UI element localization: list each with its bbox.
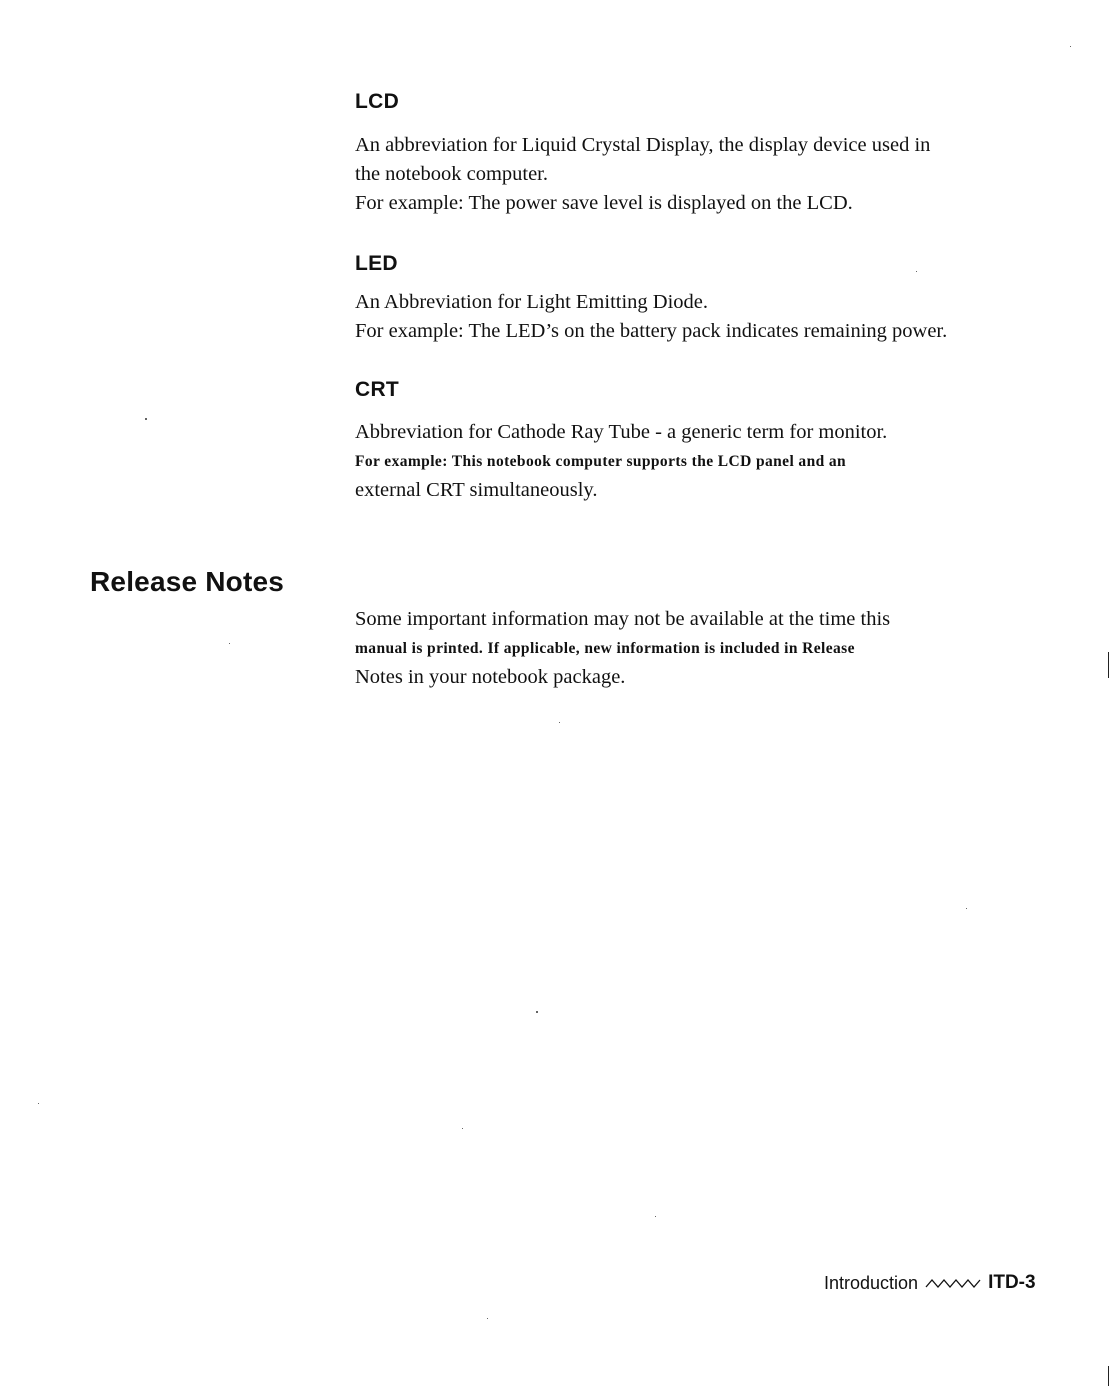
term-crt-definition — [355, 418, 1055, 505]
term-led-definition — [355, 288, 1055, 346]
definition-line: For example: This notebook computer supports the LCD panel and an — [355, 453, 847, 470]
term-lcd-definition — [355, 131, 1055, 218]
scan-edge-mark — [1108, 652, 1109, 678]
definition-line: the notebook computer. — [355, 163, 548, 185]
scan-speck — [145, 418, 147, 420]
zigzag-ornament-icon — [924, 1277, 982, 1289]
scan-speck — [536, 1011, 538, 1013]
definition-line: For example: The LED’s on the battery pack indicates remaining power. — [355, 320, 948, 342]
body-line: manual is printed. If applicable, new information is included in Release — [355, 640, 855, 657]
term-led-heading: LED — [355, 252, 398, 275]
term-lcd-heading: LCD — [355, 90, 400, 113]
footer-chapter: Introduction — [824, 1272, 919, 1293]
release-notes-heading: Release Notes — [90, 566, 285, 597]
definition-line: An Abbreviation for Light Emitting Diode. — [355, 291, 709, 313]
scan-speck — [462, 1128, 463, 1129]
scan-speck — [559, 722, 560, 723]
scan-speck — [916, 271, 917, 272]
body-line: Some important information may not be available at the time this — [355, 608, 891, 630]
scan-speck — [1070, 46, 1071, 47]
term-crt-heading: CRT — [355, 378, 400, 401]
page-footer — [824, 1272, 1036, 1294]
scan-speck — [966, 908, 967, 909]
definition-line: external CRT simultaneously. — [355, 479, 598, 501]
scan-speck — [487, 1318, 488, 1319]
body-line: Notes in your notebook package. — [355, 666, 626, 688]
scan-edge-mark — [1108, 1366, 1109, 1386]
definition-line: For example: The power save level is displayed on the LCD. — [355, 192, 853, 214]
scan-speck — [229, 643, 230, 644]
definition-line: An abbreviation for Liquid Crystal Display, the display device used in — [355, 134, 931, 156]
scan-speck — [655, 1216, 656, 1217]
definition-line: Abbreviation for Cathode Ray Tube - a generic term for monitor. — [355, 421, 888, 443]
scan-speck — [38, 1103, 39, 1104]
footer-page-number: ITD-3 — [988, 1272, 1036, 1293]
release-notes-body — [355, 605, 1055, 692]
